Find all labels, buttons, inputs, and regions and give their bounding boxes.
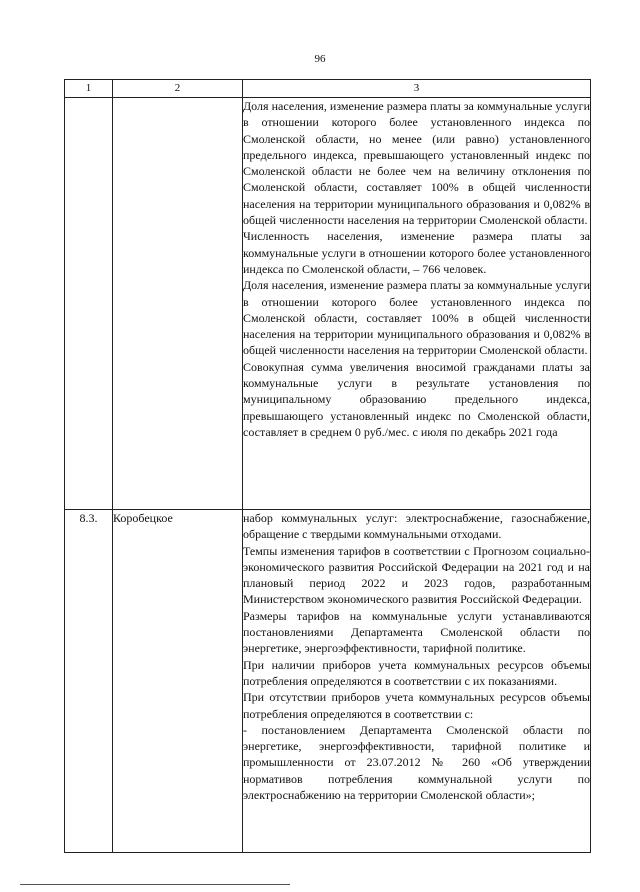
table-row	[65, 98, 591, 510]
paragraph: Темпы изменения тарифов в соответствии с Прогнозом социально-экономического развития Российской Федерации на 2021 год и на плановый период 2022 и 2023 годов, разработанным Министерством экономического развития Российской Федерации.	[243, 543, 590, 607]
paragraph: Численность населения, изменение размера платы за коммунальные услуги в отношении которого более установленного индекса по Смоленской области, – 766 человек.	[243, 229, 590, 276]
row-number-cell: 8.3.	[65, 510, 113, 853]
paragraph: Совокупная сумма увеличения вносимой гражданами платы за коммунальные услуги в результате установления по муниципальному образованию предельного индекса, превышающего установленный индекс по Смоленской области, составляет в среднем 0 руб./мес. с июля по декабрь 2021 года	[243, 359, 590, 439]
paragraph: Доля населения, изменение размера платы за коммунальные услуги в отношении которого более установленного индекса по Смоленской области, составляет 100% в общей численности населения на территории муниципального образования и 0,082% в общей численности населения на территории Смоленской области.	[243, 278, 590, 358]
description-cell	[243, 98, 591, 510]
paragraph: набор коммунальных услуг: электроснабжение, газоснабжение, обращение с твердыми коммунальными отходами.	[243, 511, 590, 542]
description-cell	[243, 510, 591, 853]
row-number-cell	[65, 98, 113, 510]
municipality-name-cell: Коробецкое	[113, 510, 243, 853]
bottom-divider	[20, 884, 290, 885]
column-header-3: 3	[243, 80, 591, 98]
column-header-2: 2	[113, 80, 243, 98]
paragraph: Размеры тарифов на коммунальные услуги устанавливаются постановлениями Департамента Смоленской области по энергетике, энергоэффективности, тарифной политике.	[243, 608, 590, 656]
table-header-row	[65, 80, 591, 98]
page-number: 96	[314, 53, 326, 65]
paragraph: При наличии приборов учета коммунальных ресурсов объемы потребления определяются в соответствии с их показаниями.	[243, 657, 590, 688]
column-header-1: 1	[65, 80, 113, 98]
paragraph: Доля населения, изменение размера платы за коммунальные услуги в отношении которого более установленного индекса по Смоленской области, но менее (или равно) установленного предельного индекса, превышающего установленный индекс по Смоленской области не более чем на величину отклонения по Смоленской области, составляет 100% в общей численности населения на территории муниципального образования и 0,082% в общей численности населения на территории Смоленской области.	[243, 99, 590, 228]
paragraph: При отсутствии приборов учета коммунальных ресурсов объемы потребления определяются в соответствии с:	[243, 690, 590, 721]
paragraph: - постановлением Департамента Смоленской области по энергетике, энергоэффективности, тарифной политике и промышленности от 23.07.2012 № 260 «Об утверждении нормативов потребления коммунальной услуги по электроснабжению на территории Смоленской области»;	[243, 722, 590, 803]
municipality-name-cell	[113, 98, 243, 510]
table-row	[65, 510, 591, 853]
data-table	[64, 79, 591, 853]
